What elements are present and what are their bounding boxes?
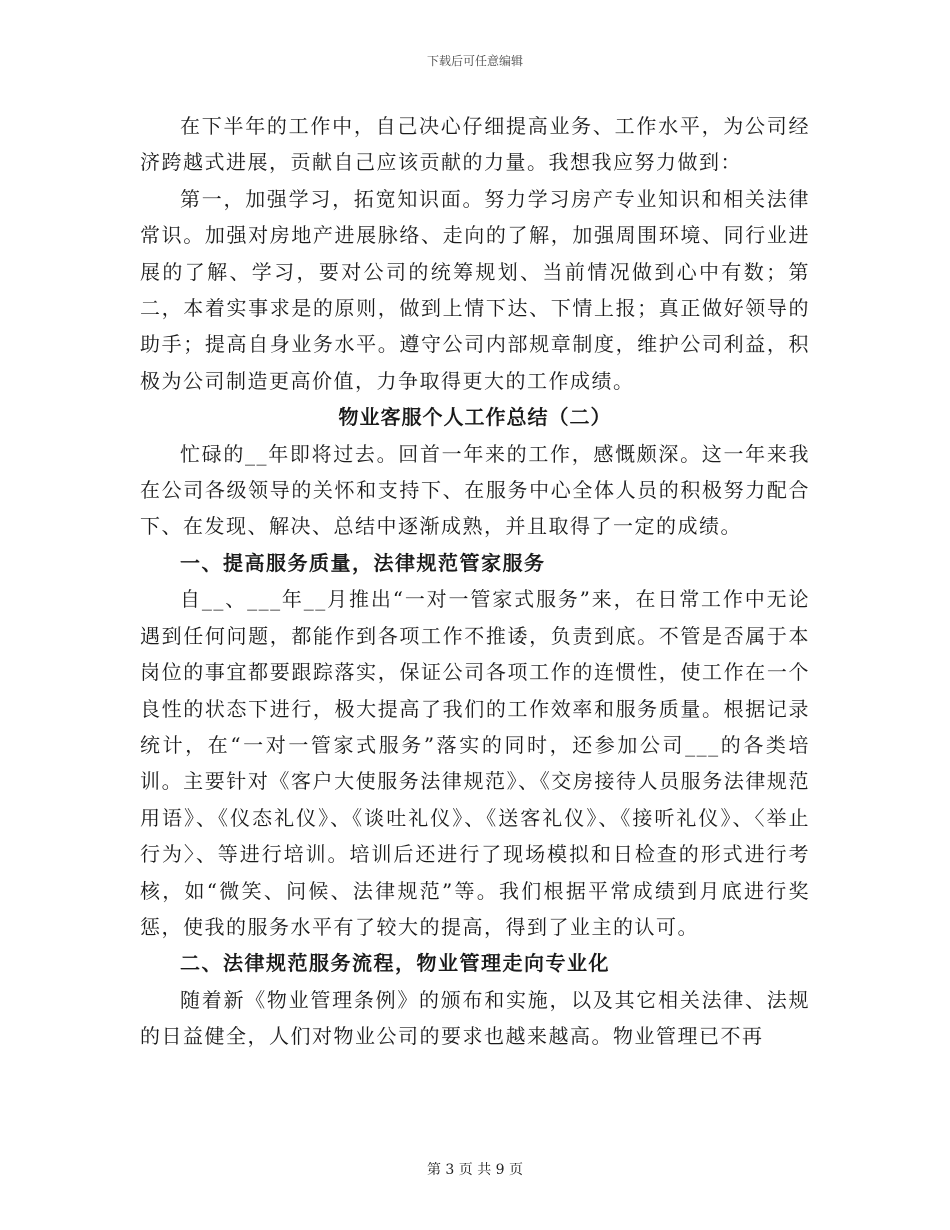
page-header: 下载后可任意编辑 (426, 54, 523, 68)
paragraph-3: 忙碌的__年即将过去。回首一年来的工作，感慨颇深。这一年来我在公司各级领导的关怀和支持下、在服务中心全体人员的积极努力配合下、在发现、解决、总结中逐渐成熟，并且取得了一定的成绩。 (140, 441, 810, 539)
document-body (140, 108, 810, 1055)
paragraph-2: 第一，加强学习，拓宽知识面。努力学习房产专业知识和相关法律常识。加强对房地产进展脉络、走向的了解，加强周围环境、同行业进展的了解、学习，要对公司的统筹规划、当前情况做到心中有数；第二，本着实事求是的原则，做到上情下达、下情上报；真正做好领导的助手；提高自身业务水平。遵守公司内部规章制度，维护公司利益，积极为公司制造更高价值，力争取得更大的工作成绩。 (140, 186, 810, 393)
paragraph-1: 在下半年的工作中，自己决心仔细提高业务、工作水平，为公司经济跨越式进展，贡献自己应该贡献的力量。我想我应努力做到： (140, 114, 810, 175)
page-footer: 第 3 页 共 9 页 (426, 1162, 524, 1178)
section-title: 物业客服个人工作总结（二） (338, 405, 612, 430)
paragraph-4: 自__、___年__月推出“一对一管家式服务”来，在日常工作中无论遇到任何问题，都能作到各项工作不推诿，负责到底。不管是否属于本岗位的事宜都要跟踪落实，保证公司各项工作的连惯性，使工作在一个良性的状态下进行，极大提高了我们的工作效率和服务质量。根据记录统计，在“一对一管家式服务”落实的同时，还参加公司___的各类培训。主要针对《客户大使服务法律规范》、《交房接待人员服务法律规范用语》、《仪态礼仪》、《谈吐礼仪》、《送客礼仪》、《接听礼仪》、〈举止行为〉、等进行培训。培训后还进行了现场模拟和日检查的形式进行考核，如“微笑、问候、法律规范”等。我们根据平常成绩到月底进行奖惩，使我的服务水平有了较大的提高，得到了业主的认可。 (140, 587, 810, 939)
paragraph-5: 随着新《物业管理条例》的颁布和实施，以及其它相关法律、法规的日益健全，人们对物业公司的要求也越来越高。物业管理已不再 (140, 987, 810, 1049)
heading-1: 一、提高服务质量，法律规范管家服务 (180, 550, 546, 575)
heading-2: 二、法律规范服务流程，物业管理走向专业化 (180, 951, 610, 976)
